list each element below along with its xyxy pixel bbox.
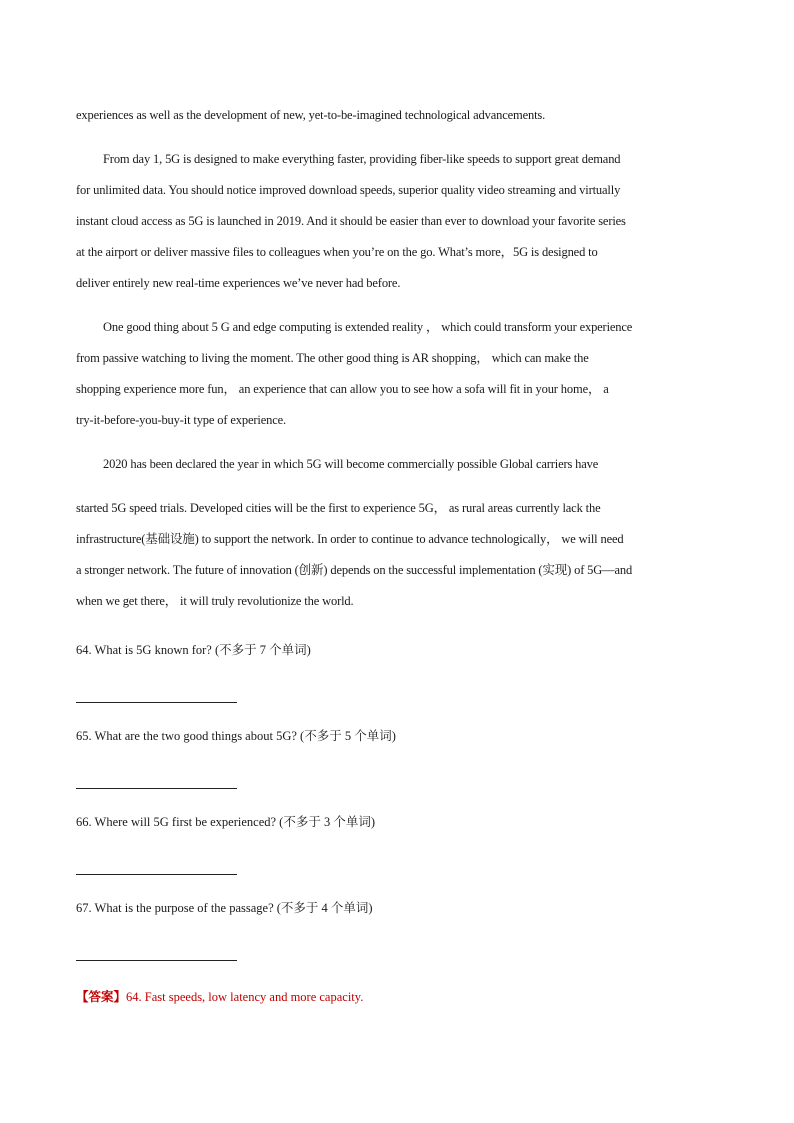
text-line: for unlimited data. You should notice improved download speeds, superior quality video streaming and virtually — [76, 183, 621, 197]
question-66: 66. Where will 5G first be experienced? (不多于 3 个单词) — [76, 815, 375, 829]
text-line: try-it-before-you-buy-it type of experience. — [76, 413, 286, 427]
text-line: infrastructure(基础设施) to support the network. In order to continue to advance technologically， we will need — [76, 532, 624, 546]
answer-key — [76, 987, 721, 1007]
text-line: experiences as well as the development of new, yet-to-be-imagined technological advancements. — [76, 108, 546, 122]
answer-line-65[interactable] — [76, 788, 237, 789]
text-line: at the airport or deliver massive files to colleagues when you’re on the go. What’s more，5G is designed to — [76, 245, 598, 259]
paragraph-2020-rollout — [76, 449, 721, 617]
question-67: 67. What is the purpose of the passage? (不多于 4 个单词) — [76, 901, 373, 915]
answer-line-66[interactable] — [76, 874, 237, 875]
document-page — [76, 100, 721, 1007]
questions-section — [76, 640, 721, 961]
text-line: from passive watching to living the moment. The other good thing is AR shopping， which can make the — [76, 351, 589, 365]
answer-text: 64. Fast speeds, low latency and more capacity. — [126, 990, 364, 1004]
text-line: One good thing about 5 G and edge computing is extended reality ， which could transform your experience — [103, 320, 633, 334]
paragraph-continuation — [76, 100, 721, 131]
answer-tag: 【答案】 — [76, 990, 127, 1004]
text-line: when we get there， it will truly revolutionize the world. — [76, 594, 354, 608]
text-line: started 5G speed trials. Developed cities will be the first to experience 5G， as rural areas currently lack the — [76, 501, 601, 515]
paragraph-5g-speed — [76, 144, 721, 299]
text-line: 2020 has been declared the year in which 5G will become commercially possible Global carriers have — [103, 457, 599, 471]
answer-line-67[interactable] — [76, 960, 237, 961]
text-line: instant cloud access as 5G is launched in 2019. And it should be easier than ever to download your favorite series — [76, 214, 626, 228]
answer-line-64[interactable] — [76, 702, 237, 703]
paragraph-good-things — [76, 312, 721, 436]
question-64: 64. What is 5G known for? (不多于 7 个单词) — [76, 643, 311, 657]
text-line: a stronger network. The future of innovation (创新) depends on the successful implementation (实现) of 5G—and — [76, 563, 633, 577]
text-line: shopping experience more fun， an experience that can allow you to see how a sofa will fit in your home， a — [76, 382, 609, 396]
text-line: deliver entirely new real-time experiences we’ve never had before. — [76, 276, 401, 290]
text-line: From day 1, 5G is designed to make everything faster, providing fiber-like speeds to support great demand — [103, 152, 621, 166]
question-65: 65. What are the two good things about 5G? (不多于 5 个单词) — [76, 729, 396, 743]
